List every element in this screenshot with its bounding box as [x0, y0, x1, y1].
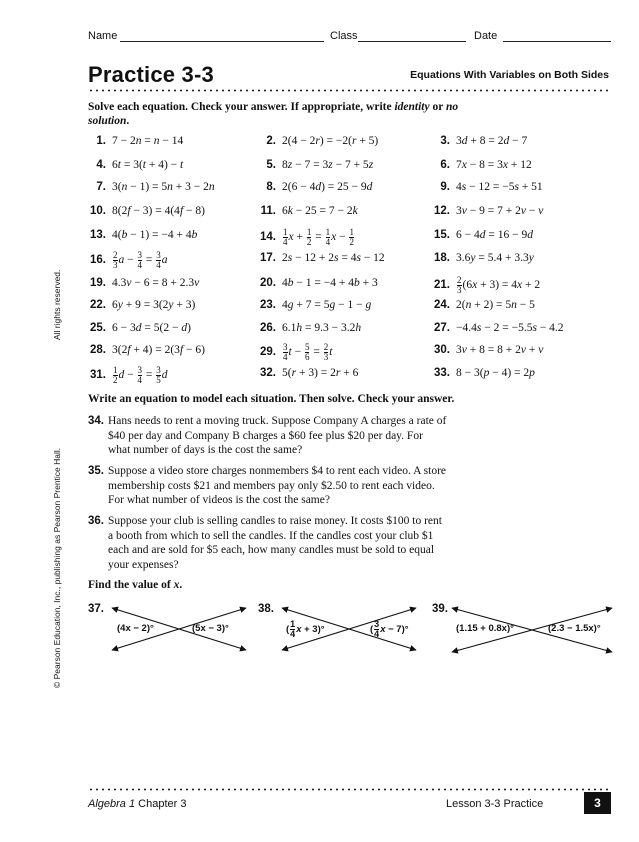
problem-equation: 3v − 9 = 7 + 2v − v [456, 205, 544, 217]
angle-problem-39-number: 39. [432, 603, 448, 615]
problem-equation: 6t = 3(t + 4) − t [112, 159, 184, 171]
angle-39-right: (2.3 − 1.5x)° [548, 623, 601, 634]
problem-number: 12. [434, 205, 450, 217]
problem-equation: 4s − 12 = −5s + 51 [456, 181, 543, 193]
problem-equation: 7 − 2n = n − 14 [112, 135, 184, 147]
problem-equation: 3d + 8 = 2d − 7 [456, 135, 528, 147]
page-title: Practice 3-3 [88, 62, 214, 87]
problem-number: 34. [88, 415, 104, 427]
angle-38-right: ( $\frac{3}{4}$ x − 7)° [370, 619, 409, 639]
angle-38-left: ( $\frac{1}{4}$ x + 3)° [286, 619, 325, 639]
problem-number: 32. [260, 367, 276, 379]
problem-number: 25. [90, 322, 106, 334]
problem-number: 2. [266, 135, 276, 147]
problem-number: 20. [260, 277, 276, 289]
problem-equation: 2(n + 2) = 5n − 5 [456, 299, 535, 311]
problem-equation: −4.4s − 2 = −5.5s − 4.2 [456, 322, 564, 334]
footer-dotted-rule [88, 788, 611, 791]
footer-lesson: Lesson 3-3 Practice [446, 798, 544, 810]
problem-number: 5. [266, 159, 276, 171]
problem-equation: 8 − 3(p − 4) = 2p [456, 367, 535, 379]
problem-number: 33. [434, 367, 450, 379]
page-subtitle: Equations With Variables on Both Sides [410, 69, 609, 81]
footer-book [88, 798, 186, 810]
angle-problem-38-number: 38. [258, 603, 274, 615]
problem-number: 27. [434, 322, 450, 334]
page-number: 3 [584, 792, 611, 814]
word-problem-text: Suppose a video store charges nonmembers $4 to rent each video. A store membership costs $21 and members pay only $2.50 to rent each video. For what number of videos is the cost the same? [108, 465, 446, 506]
problem-equation: 4b − 1 = −4 + 4b + 3 [282, 277, 378, 289]
problem-number: 35. [88, 465, 104, 477]
problem-number: 11. [260, 205, 276, 217]
name-label: Name [88, 30, 118, 42]
problem-equation: 6k − 25 = 7 − 2k [282, 205, 358, 217]
problem-number: 24. [434, 299, 450, 311]
problem-number: 23. [260, 299, 276, 311]
problem-number: 28. [90, 344, 106, 356]
footer-book-title: Algebra 1 [88, 798, 136, 810]
problem-equation: 4.3v − 6 = 8 + 2.3v [112, 277, 200, 289]
class-label: Class [330, 30, 358, 42]
problem-equation: 2(6 − 4d) = 25 − 9d [282, 181, 373, 193]
problem-number: 13. [90, 229, 106, 241]
date-label: Date [474, 30, 498, 42]
problem-equation: 8(2f − 3) = 4(4f − 8) [112, 205, 205, 217]
problem-number: 3. [440, 135, 450, 147]
problem-number: 8. [266, 181, 276, 193]
problem-equation: $\frac{2}{3}$ a − $\frac{3}{4}$ = $\frac{3}{4}$ a [113, 250, 168, 270]
problem-equation: $\frac{1}{4}$ x + $\frac{1}{2}$ = $\frac{1}{4}$ x − $\frac{1}{2}$ [283, 227, 354, 247]
problem-equation: 7x − 8 = 3x + 12 [456, 159, 532, 171]
problem-equation: 6 − 4d = 16 − 9d [456, 229, 533, 241]
problem-equation: $\frac{2}{3}$ (6x + 3) = 4x + 2 [457, 275, 541, 295]
problem-number: 7. [96, 181, 106, 193]
problem-equation: 8z − 7 = 3z − 7 + 5z [282, 159, 374, 171]
problem-number: 36. [88, 515, 104, 527]
problem-equation: 3v + 8 = 8 + 2v + v [456, 344, 544, 356]
problem-number: 16. [90, 254, 106, 267]
footer-chapter: Chapter 3 [138, 798, 187, 810]
instructions-solve-text: Solve each equation. Check your answer. If appropriate, write identity or no solution. [88, 101, 459, 127]
problem-number: 6. [440, 159, 450, 171]
problem-number: 14. [260, 231, 276, 244]
problem-number: 4. [96, 159, 106, 171]
problem-equation: 5(r + 3) = 2r + 6 [282, 367, 359, 379]
angle-37-left: (4x − 2)° [117, 623, 154, 634]
problem-equation: $\frac{3}{4}$ t − $\frac{5}{6}$ = $\frac{2}{3}$ t [283, 342, 333, 362]
rights-reserved: All rights reserved. [52, 269, 62, 340]
problem-number: 31. [90, 369, 106, 382]
problem-number: 9. [440, 181, 450, 193]
problem-equation: $\frac{1}{2}$ d − $\frac{3}{4}$ = $\frac{3}{5}$ d [113, 365, 168, 385]
problem-equation: 4g + 7 = 5g − 1 − g [282, 299, 372, 311]
problem-number: 22. [90, 299, 106, 311]
problem-number: 18. [434, 252, 450, 264]
problem-number: 21. [434, 279, 450, 292]
problem-number: 15. [434, 229, 450, 241]
problem-equation: 3(n − 1) = 5n + 3 − 2n [112, 181, 215, 193]
problem-number: 26. [260, 322, 276, 334]
angle-problem-37-number: 37. [88, 603, 104, 615]
problem-equation: 2(4 − 2r) = −2(r + 5) [282, 135, 379, 147]
problem-equation: 4(b − 1) = −4 + 4b [112, 229, 198, 241]
angle-39-left: (1.15 + 0.8x)° [456, 623, 514, 634]
problem-equation: 6.1h = 9.3 − 3.2h [282, 322, 362, 334]
problem-number: 19. [90, 277, 106, 289]
problem-equation: 6y + 9 = 3(2y + 3) [112, 299, 196, 311]
instructions-model: Write an equation to model each situation. Then solve. Check your answer. [88, 393, 455, 405]
word-problem-text: Hans needs to rent a moving truck. Suppose Company A charges a rate of $40 per day and Company B charges a $60 fee plus $20 per day. For what number of days is the cost the same? [108, 415, 447, 456]
problem-number: 1. [96, 135, 106, 147]
problem-equation: 3.6y = 5.4 + 3.3y [456, 252, 534, 264]
problem-number: 17. [260, 252, 276, 264]
problem-number: 30. [434, 344, 450, 356]
instructions-find-x: Find the value of x. [88, 579, 183, 591]
problem-equation: 2s − 12 + 2s = 4s − 12 [282, 252, 385, 264]
publisher-copyright: © Pearson Education, Inc., publishing as Pearson Prentice Hall. [52, 447, 62, 688]
problem-equation: 3(2f + 4) = 2(3f − 6) [112, 344, 205, 356]
problem-number: 10. [90, 205, 106, 217]
problem-equation: 6 − 3d = 5(2 − d) [112, 322, 191, 334]
word-problem-text: Suppose your club is selling candles to raise money. It costs $100 to rent a booth from which to sell the candles. If the candles cost your club $1 each and are sold for $5 each, how many candles must be sold to equal your expenses? [108, 515, 442, 571]
problem-number: 29. [260, 346, 276, 359]
angle-37-right: (5x − 3)° [192, 623, 229, 634]
